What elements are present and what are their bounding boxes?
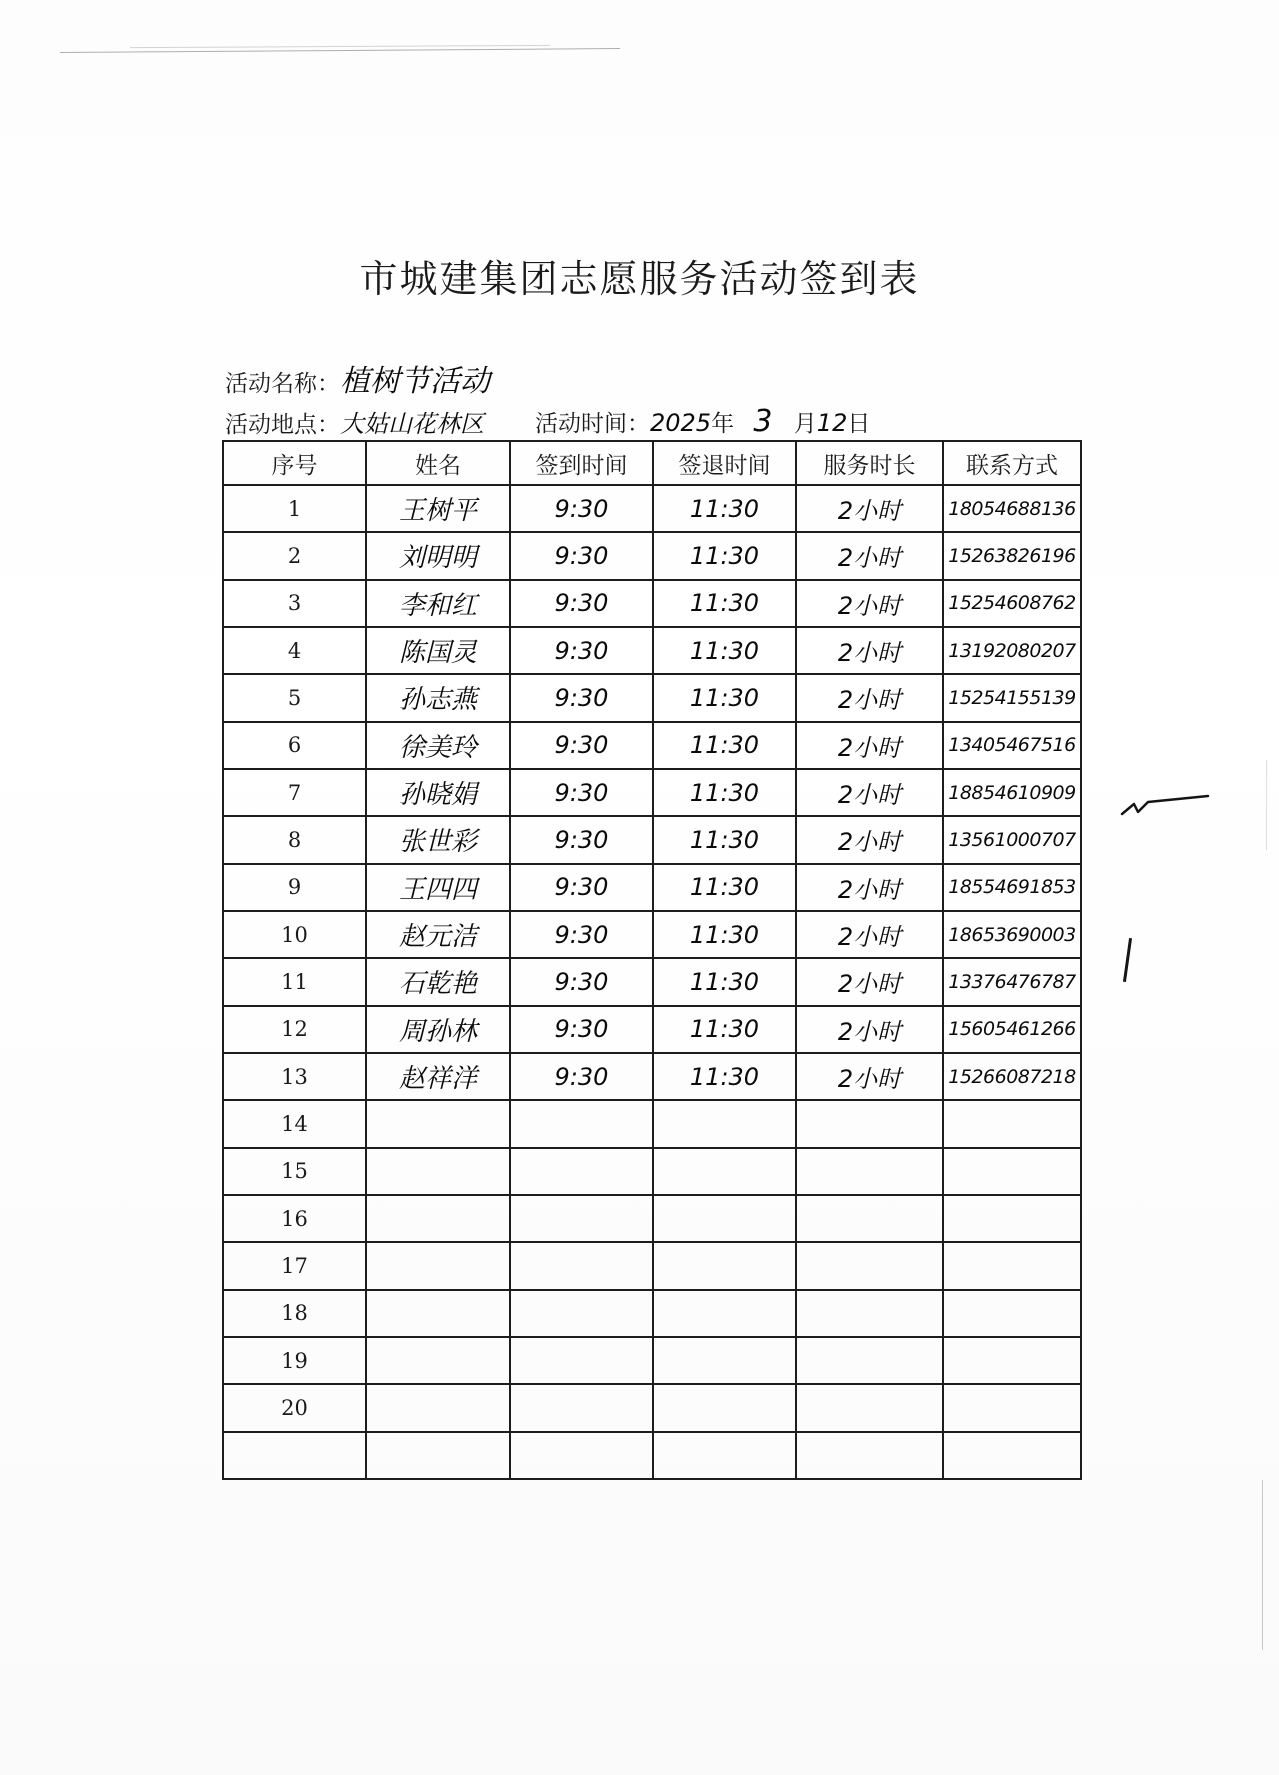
signin-table [222,440,1082,1480]
activity-place-label: 活动地点： [225,412,340,438]
cell-contact: 15254608762 [943,580,1081,627]
cell-service-duration: 2小时 [796,674,943,721]
cell-signout-time: 11:30 [653,532,796,579]
cell-contact: 13376476787 [943,958,1081,1005]
cell-contact: 15254155139 [943,674,1081,721]
cell-name [366,1148,510,1195]
cell-name [366,1337,510,1384]
cell-seq: 11 [223,958,366,1005]
cell-name: 周孙林 [366,1006,510,1053]
cell-contact: 15266087218 [943,1053,1081,1100]
cell-seq: 16 [223,1195,366,1242]
cell-name: 孙晓娟 [366,769,510,816]
cell-contact: 18554691853 [943,864,1081,911]
cell-seq: 12 [223,1006,366,1053]
cell-contact: 13405467516 [943,722,1081,769]
cell-name: 王树平 [366,485,510,532]
cell-name: 张世彩 [366,816,510,863]
cell-service-duration [796,1195,943,1242]
cell-seq: 8 [223,816,366,863]
cell-contact [943,1384,1081,1431]
header-contact: 联系方式 [943,441,1081,485]
scan-artifact-line [60,48,620,53]
table-row [223,1100,1081,1147]
table-row [223,580,1081,627]
activity-place-line [225,404,484,439]
activity-year-value: 2025 [650,409,712,437]
cell-seq: 5 [223,674,366,721]
cell-seq: 1 [223,485,366,532]
cell-service-duration [796,1290,943,1337]
header-seq: 序号 [223,441,366,485]
activity-name-line [225,356,490,400]
cell-name [366,1242,510,1289]
cell-contact: 18653690003 [943,911,1081,958]
cell-contact: 13192080207 [943,627,1081,674]
cell-seq: 10 [223,911,366,958]
table-row [223,1053,1081,1100]
cell-signin-time: 9:30 [510,532,653,579]
cell-signout-time: 11:30 [653,485,796,532]
cell-service-duration [796,1337,943,1384]
cell-seq: 4 [223,627,366,674]
cell-signout-time: 11:30 [653,722,796,769]
cell-service-duration [796,1148,943,1195]
cell-signin-time: 9:30 [510,580,653,627]
cell-seq: 2 [223,532,366,579]
table-row [223,485,1081,532]
cell-signout-time [653,1384,796,1431]
cell-name: 李和红 [366,580,510,627]
cell-service-duration: 2小时 [796,958,943,1005]
activity-day-unit: 日 [847,411,871,437]
cell-signin-time [510,1432,653,1479]
cell-signin-time: 9:30 [510,1053,653,1100]
cell-signin-time [510,1148,653,1195]
cell-signout-time [653,1337,796,1384]
activity-day-value: 12 [816,409,848,437]
header-signin-time: 签到时间 [510,441,653,485]
cell-contact: 15263826196 [943,532,1081,579]
activity-year-unit: 年 [711,411,735,437]
cell-signout-time: 11:30 [653,911,796,958]
cell-signout-time: 11:30 [653,580,796,627]
cell-name [366,1432,510,1479]
table-row [223,864,1081,911]
cell-contact: 13561000707 [943,816,1081,863]
cell-signout-time [653,1290,796,1337]
scan-artifact-line [130,45,550,48]
cell-seq: 14 [223,1100,366,1147]
cell-name: 刘明明 [366,532,510,579]
table-row [223,1432,1081,1479]
table-row [223,1148,1081,1195]
cell-seq: 13 [223,1053,366,1100]
activity-month-value: 3 [753,404,773,439]
cell-signin-time [510,1195,653,1242]
cell-name: 赵元洁 [366,911,510,958]
cell-service-duration [796,1100,943,1147]
table-row [223,1337,1081,1384]
cell-seq: 20 [223,1384,366,1431]
cell-signout-time [653,1195,796,1242]
table-row [223,1242,1081,1289]
cell-seq: 6 [223,722,366,769]
cell-service-duration: 2小时 [796,816,943,863]
cell-seq [223,1432,366,1479]
page-title: 市城建集团志愿服务活动签到表 [359,257,920,301]
cell-signin-time: 9:30 [510,1006,653,1053]
cell-signout-time: 11:30 [653,769,796,816]
cell-seq: 15 [223,1148,366,1195]
cell-signout-time: 11:30 [653,674,796,721]
header-service-duration: 服务时长 [796,441,943,485]
cell-signin-time: 9:30 [510,722,653,769]
cell-contact [943,1148,1081,1195]
cell-signin-time: 9:30 [510,627,653,674]
cell-signin-time: 9:30 [510,769,653,816]
activity-month-unit: 月 [793,411,817,437]
cell-signout-time [653,1148,796,1195]
cell-service-duration [796,1384,943,1431]
table-header-row [223,441,1081,485]
cell-signin-time: 9:30 [510,674,653,721]
cell-name [366,1290,510,1337]
activity-time-line [535,404,870,439]
check-mark-icon [1120,790,1210,820]
cell-signin-time: 9:30 [510,911,653,958]
table-row [223,911,1081,958]
cell-seq: 7 [223,769,366,816]
cell-service-duration: 2小时 [796,864,943,911]
table-row [223,958,1081,1005]
table-row [223,1384,1081,1431]
cell-name: 石乾艳 [366,958,510,1005]
cell-name [366,1195,510,1242]
cell-signin-time [510,1290,653,1337]
cell-signout-time: 11:30 [653,864,796,911]
tally-mark-icon [1123,938,1132,982]
cell-service-duration: 2小时 [796,627,943,674]
cell-service-duration [796,1432,943,1479]
scan-edge-shadow [1266,760,1267,850]
cell-signout-time [653,1432,796,1479]
table-row [223,1290,1081,1337]
header-signout-time: 签退时间 [653,441,796,485]
cell-name: 徐美玲 [366,722,510,769]
cell-seq: 17 [223,1242,366,1289]
cell-name: 赵祥洋 [366,1053,510,1100]
table-body [223,485,1081,1479]
table-row [223,1195,1081,1242]
activity-place-value: 大姑山花林区 [340,410,484,438]
cell-contact [943,1195,1081,1242]
cell-signin-time [510,1100,653,1147]
cell-name: 陈国灵 [366,627,510,674]
cell-signin-time: 9:30 [510,816,653,863]
cell-contact [943,1337,1081,1384]
cell-name [366,1100,510,1147]
cell-seq: 9 [223,864,366,911]
cell-service-duration: 2小时 [796,532,943,579]
cell-contact [943,1242,1081,1289]
cell-contact [943,1100,1081,1147]
cell-service-duration: 2小时 [796,1053,943,1100]
cell-contact [943,1432,1081,1479]
table-row [223,1006,1081,1053]
table-row [223,722,1081,769]
cell-signin-time: 9:30 [510,958,653,1005]
table-row [223,532,1081,579]
cell-signout-time: 11:30 [653,627,796,674]
table-row [223,816,1081,863]
cell-signout-time [653,1100,796,1147]
cell-seq: 19 [223,1337,366,1384]
cell-name: 孙志燕 [366,674,510,721]
cell-signin-time: 9:30 [510,864,653,911]
cell-contact: 18854610909 [943,769,1081,816]
cell-contact [943,1290,1081,1337]
cell-service-duration: 2小时 [796,580,943,627]
table-row [223,769,1081,816]
table-row [223,674,1081,721]
cell-seq: 3 [223,580,366,627]
cell-contact: 15605461266 [943,1006,1081,1053]
cell-signout-time: 11:30 [653,816,796,863]
scan-edge-shadow [1262,1480,1263,1650]
cell-signin-time: 9:30 [510,485,653,532]
cell-signout-time: 11:30 [653,1053,796,1100]
cell-service-duration [796,1242,943,1289]
cell-signout-time: 11:30 [653,1006,796,1053]
cell-signout-time [653,1242,796,1289]
table-row [223,627,1081,674]
cell-service-duration: 2小时 [796,1006,943,1053]
cell-contact: 18054688136 [943,485,1081,532]
activity-name-value: 植树节活动 [340,364,490,399]
activity-name-label: 活动名称： [225,371,340,397]
cell-service-duration: 2小时 [796,911,943,958]
cell-name [366,1384,510,1431]
cell-name: 王四四 [366,864,510,911]
cell-service-duration: 2小时 [796,769,943,816]
cell-service-duration: 2小时 [796,722,943,769]
cell-signin-time [510,1337,653,1384]
activity-time-label: 活动时间： [535,411,650,437]
cell-service-duration: 2小时 [796,485,943,532]
cell-signout-time: 11:30 [653,958,796,1005]
header-name: 姓名 [366,441,510,485]
cell-signin-time [510,1384,653,1431]
cell-signin-time [510,1242,653,1289]
cell-seq: 18 [223,1290,366,1337]
